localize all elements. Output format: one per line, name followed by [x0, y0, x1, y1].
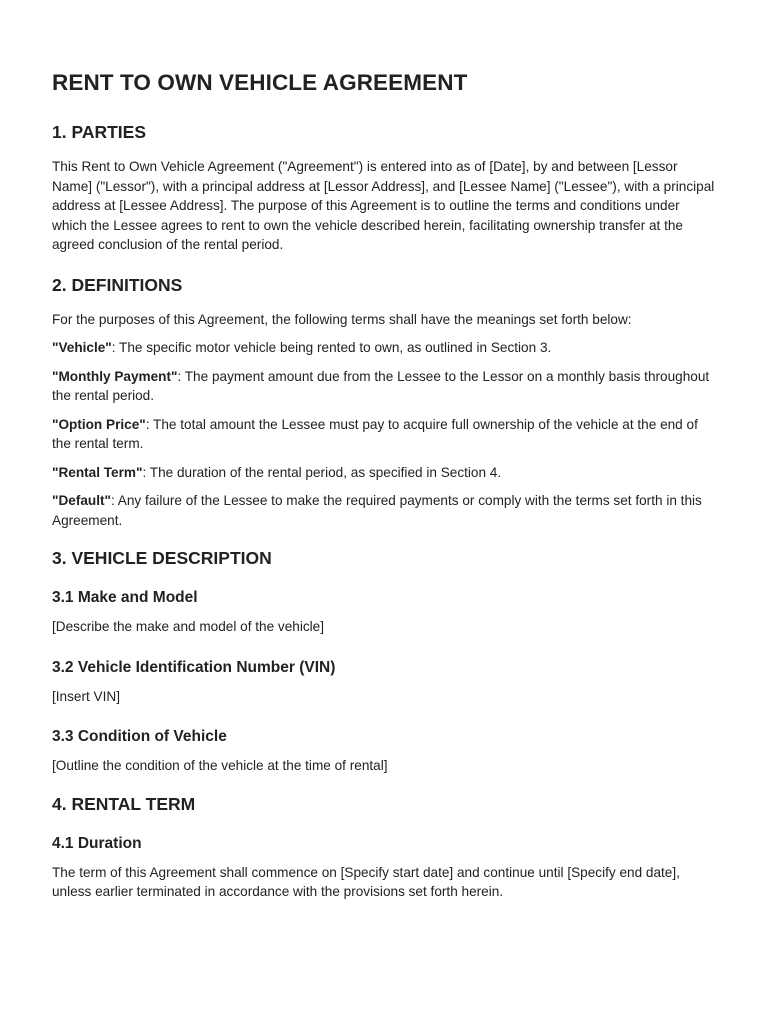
subsection-heading: 3.1 Make and Model [52, 589, 198, 606]
subsection-body: [Insert VIN] [52, 688, 120, 704]
definition-text: : The specific motor vehicle being rented to own, as outlined in Section 3. [111, 340, 552, 355]
section-body: This Rent to Own Vehicle Agreement ("Agreement") is entered into as of [Date], by and between [Lessor Name] ("Lessor"), with a principal address at [Lessor Address], and [Lessee Name] ("Lessee"), with a principal address at [Lessee Address]. The purpose of this Agreement is to outline the terms and conditions under which the Lessee agrees to rent to own the vehicle described herein, facilitating ownership transfer at the agreed conclusion of the rental period. [52, 159, 715, 252]
definition-item [52, 367, 718, 406]
subsection-body: The term of this Agreement shall commence on [Specify start date] and continue until [Specify end date], unless earlier terminated in accordance with the provisions set forth herein. [52, 864, 680, 899]
definition-term: "Monthly Payment" [52, 368, 178, 384]
section-rental-term [52, 794, 718, 902]
section-heading: 2. DEFINITIONS [52, 274, 183, 295]
subsection-body: [Outline the condition of the vehicle at the time of rental] [52, 758, 388, 773]
section-vehicle-description [52, 548, 718, 776]
document-title: RENT TO OWN VEHICLE AGREEMENT [52, 70, 468, 95]
definition-item [52, 463, 718, 483]
definition-item [52, 415, 718, 454]
definition-text: : The total amount the Lessee must pay to acquire full ownership of the vehicle at the end of the rental term. [52, 416, 698, 451]
subsection-heading: 3.2 Vehicle Identification Number (VIN) [52, 658, 336, 676]
subsection-make-model [52, 589, 718, 637]
subsection-vin [52, 659, 718, 707]
subsection-heading: 3.3 Condition of Vehicle [52, 728, 227, 745]
definition-term: "Default" [52, 493, 111, 508]
definition-term: "Vehicle" [52, 340, 112, 355]
definition-text: : The payment amount due from the Lessee to the Lessor on a monthly basis throughout the rental period. [52, 368, 710, 403]
definition-term: "Option Price" [52, 416, 146, 432]
definition-text: : Any failure of the Lessee to make the required payments or comply with the terms set forth in this Agreement. [52, 493, 702, 528]
section-heading: 3. VEHICLE DESCRIPTION [52, 548, 272, 568]
definition-item [52, 491, 718, 530]
subsection-condition [52, 728, 718, 776]
subsection-duration [52, 835, 718, 902]
definition-term: "Rental Term" [52, 464, 143, 480]
definition-text: : The duration of the rental period, as specified in Section 4. [142, 464, 502, 480]
subsection-body: [Describe the make and model of the vehicle] [52, 619, 325, 634]
section-parties [52, 122, 718, 255]
section-definitions [52, 275, 718, 531]
definition-item [52, 338, 718, 358]
section-heading: 4. RENTAL TERM [52, 793, 196, 814]
subsection-heading: 4.1 Duration [52, 834, 142, 852]
section-heading: 1. PARTIES [52, 122, 147, 142]
definitions-intro: For the purposes of this Agreement, the following terms shall have the meanings set forth below: [52, 311, 632, 327]
